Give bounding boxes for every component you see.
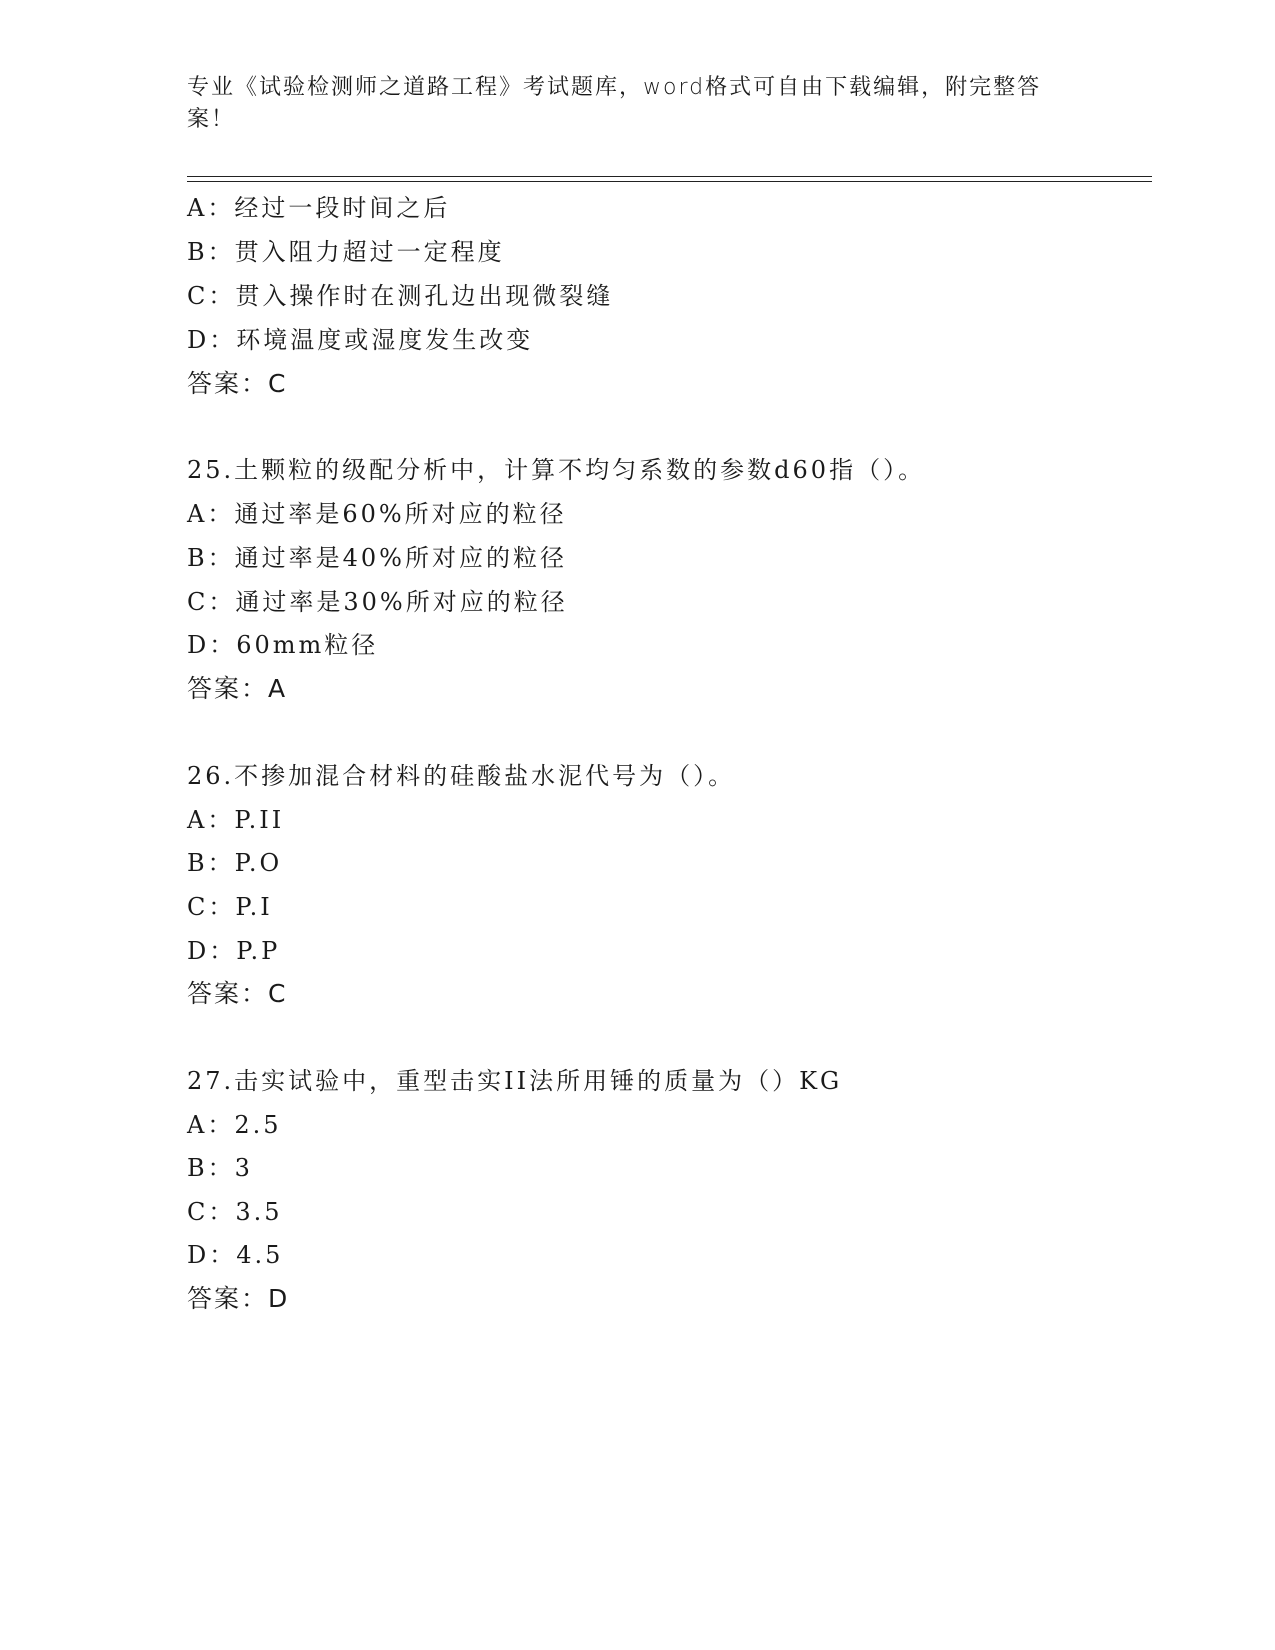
- q27-option-c: C：3.5: [187, 1198, 283, 1226]
- q26-option-d: D：P.P: [187, 937, 281, 965]
- q24-option-d: D：环境温度或湿度发生改变: [187, 326, 534, 354]
- q26-option-c: C：P.I: [187, 893, 273, 921]
- q24-option-a: A：经过一段时间之后: [187, 194, 451, 222]
- header-line-2: 案！: [187, 107, 236, 132]
- q24-option-c: C：贯入操作时在测孔边出现微裂缝: [187, 282, 614, 310]
- q25-answer: 答案：A: [187, 674, 288, 703]
- q25-option-d: D：60mm粒径: [187, 631, 379, 659]
- header-divider-bottom: [187, 181, 1152, 182]
- q26-option-a: A：P.II: [187, 806, 285, 834]
- q27-answer: 答案：D: [187, 1284, 290, 1313]
- q27-option-b: B：3: [187, 1154, 253, 1182]
- q27-option-a: A：2.5: [187, 1111, 282, 1139]
- header-line-1: 专业《试验检测师之道路工程》考试题库，word格式可自由下载编辑，附完整答: [187, 75, 1042, 100]
- q26-option-b: B：P.O: [187, 849, 283, 877]
- q25-question: 25.土颗粒的级配分析中，计算不均匀系数的参数d60指（）。: [187, 456, 926, 484]
- q27-question: 27.击实试验中，重型击实II法所用锤的质量为（）KG: [187, 1067, 843, 1095]
- q25-option-b: B：通过率是40%所对应的粒径: [187, 544, 567, 572]
- q25-option-c: C：通过率是30%所对应的粒径: [187, 588, 568, 616]
- q27-option-d: D：4.5: [187, 1241, 284, 1269]
- q24-option-b: B：贯入阻力超过一定程度: [187, 238, 505, 266]
- q26-question: 26.不掺加混合材料的硅酸盐水泥代号为（）。: [187, 762, 736, 790]
- q26-answer: 答案：C: [187, 979, 288, 1008]
- q25-option-a: A：通过率是60%所对应的粒径: [187, 500, 567, 528]
- q24-answer: 答案：C: [187, 369, 288, 398]
- document-header: [187, 72, 1087, 136]
- header-divider-top: [187, 176, 1152, 177]
